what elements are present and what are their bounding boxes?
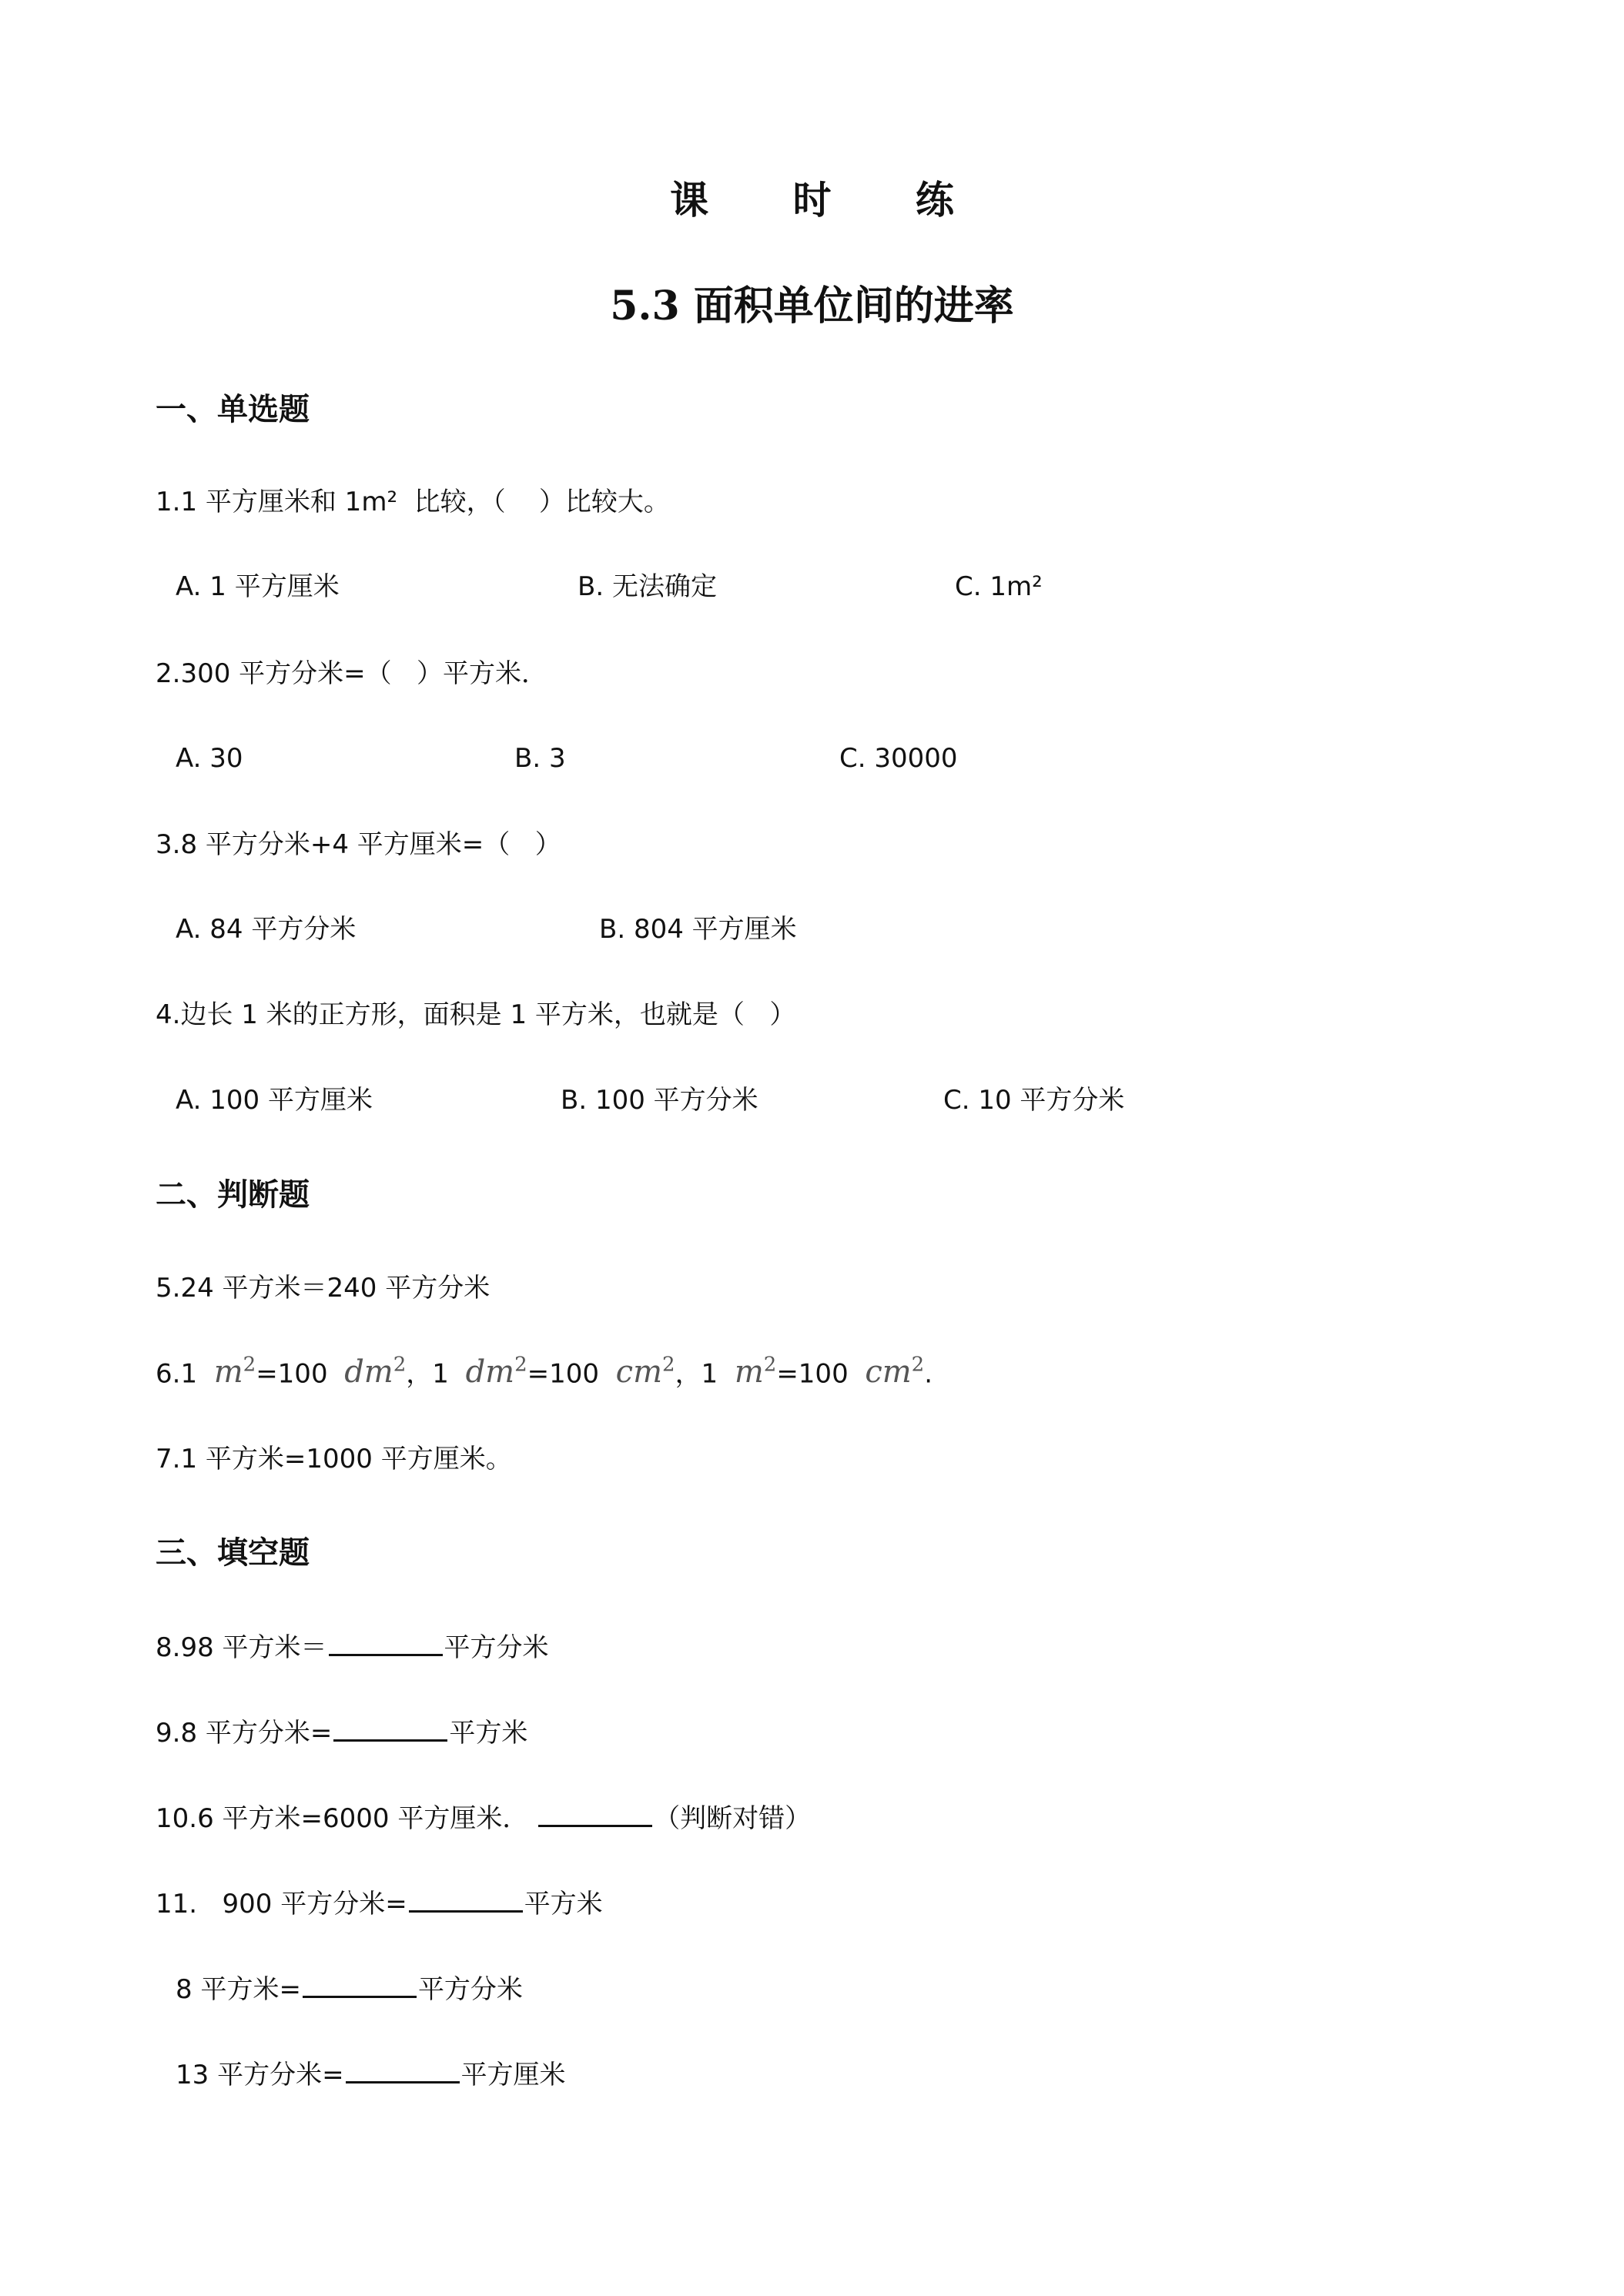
question-6: 6.1 $m^2=100$ $dm^2$，1 $dm^2=100$ $cm^2$，1 $m^2=100$ $cm^2$.	[156, 1354, 933, 1391]
answer-blank[interactable]	[346, 2058, 460, 2083]
lesson-title: 5.3 面积单位间的进率	[610, 283, 1014, 330]
question-9: 9.8 平方分米= 平方米	[156, 1718, 528, 1749]
answer-blank[interactable]	[303, 1973, 417, 1998]
q2-option-a: A. 30	[176, 743, 243, 774]
question-11: 11. 900 平方分米= 平方米	[156, 1889, 603, 1919]
question-4: 4.边长 1 米的正方形，面积是 1 平方米，也就是（ ）	[156, 999, 796, 1030]
q4-option-a: A. 100 平方厘米	[176, 1085, 373, 1116]
question-2: 2.300 平方分米=（ ）平方米．	[156, 658, 548, 689]
section-heading-true-false: 二、判断题	[156, 1177, 310, 1213]
question-11-part-3: 13 平方分米= 平方厘米	[176, 2060, 566, 2090]
unit-m2-formula: $m^2$	[213, 1354, 256, 1391]
q2-option-b: B. 3	[514, 743, 566, 774]
unit-m2-formula: $m^2$	[734, 1354, 777, 1391]
question-3: 3.8 平方分米+4 平方厘米=（ ）	[156, 829, 561, 860]
q4-option-c: C. 10 平方分米	[943, 1085, 1125, 1116]
section-heading-single-choice: 一、单选题	[156, 392, 310, 427]
q2-option-c: C. 30000	[839, 743, 958, 774]
q1-option-c: C. 1m²	[955, 571, 1043, 602]
answer-blank[interactable]	[538, 1802, 652, 1827]
question-7: 7.1 平方米=1000 平方厘米。	[156, 1444, 512, 1474]
question-8: 8.98 平方米＝ 平方分米	[156, 1632, 549, 1663]
unit-cm2-formula: $cm^2$	[865, 1354, 925, 1391]
q1-option-a: A. 1 平方厘米	[176, 571, 340, 602]
answer-blank[interactable]	[329, 1631, 443, 1656]
answer-blank[interactable]	[333, 1716, 447, 1742]
question-10: 10.6 平方米=6000 平方厘米． （判断对错）	[156, 1803, 812, 1834]
q3-option-b: B. 804 平方厘米	[599, 914, 797, 945]
question-5: 5.24 平方米＝240 平方分米	[156, 1273, 491, 1304]
question-11-part-2: 8 平方米= 平方分米	[176, 1974, 523, 2005]
q1-option-b: B. 无法确定	[578, 571, 717, 602]
answer-blank[interactable]	[409, 1887, 523, 1913]
unit-dm2-formula: $dm^2$	[344, 1354, 407, 1391]
worksheet-title: 课 时 练	[670, 177, 989, 223]
q4-option-b: B. 100 平方分米	[561, 1085, 758, 1116]
section-heading-fill-in: 三、填空题	[156, 1535, 310, 1571]
q3-option-a: A. 84 平方分米	[176, 914, 357, 945]
unit-dm2-formula: $dm^2$	[465, 1354, 527, 1391]
unit-cm2-formula: $cm^2$	[615, 1354, 675, 1391]
question-1: 1.1 平方厘米和 1m² 比较，（ ）比较大。	[156, 487, 670, 517]
